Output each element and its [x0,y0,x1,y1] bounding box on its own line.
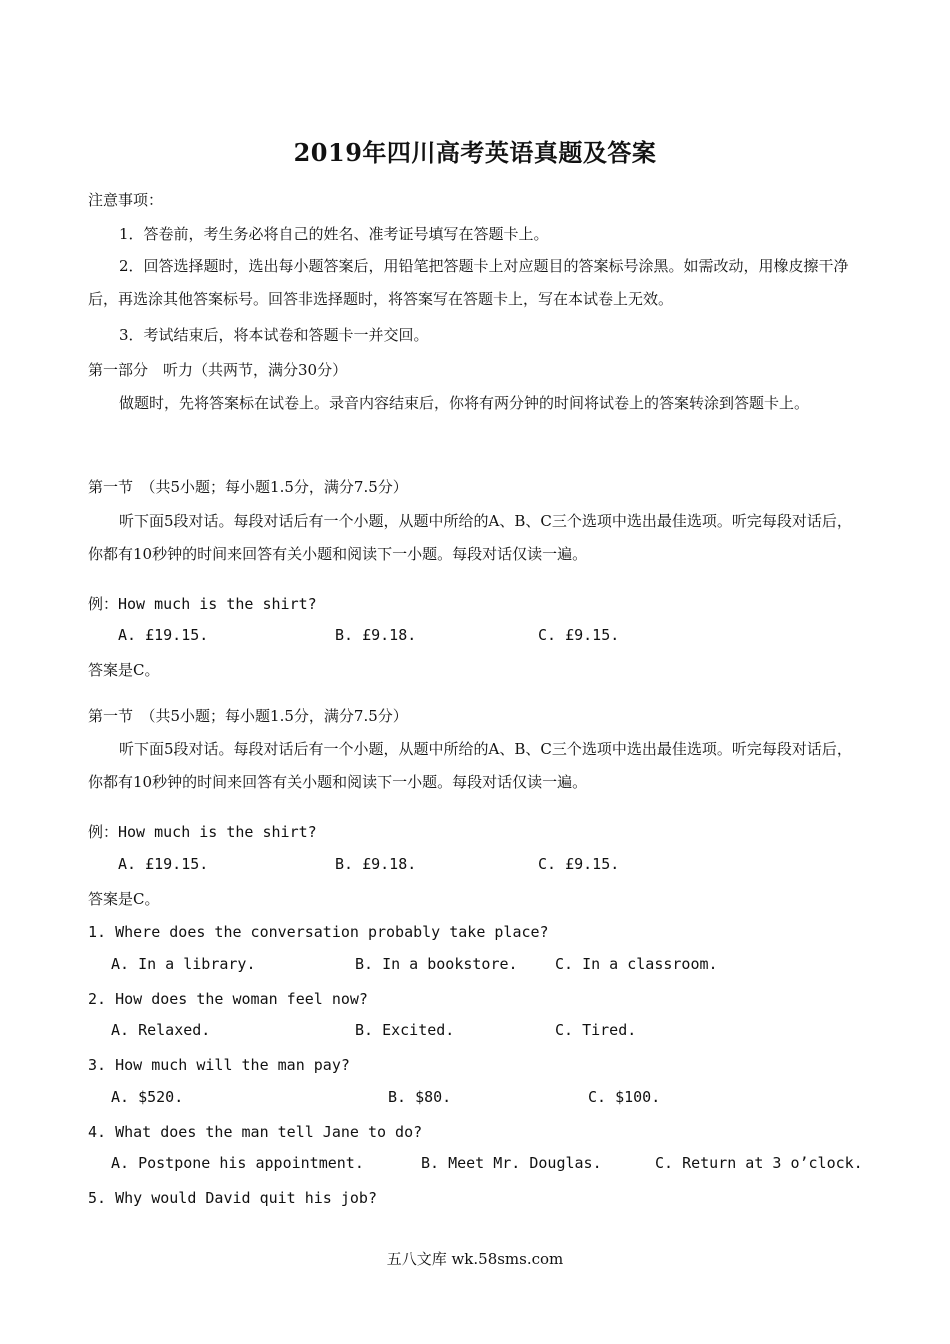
page-title: 2019年四川高考英语真题及答案 [293,138,657,167]
notice-item-2: 2．回答选择题时，选出每小题答案后，用铅笔把答题卡上对应题目的答案标号涂黑。如需改动，用橡皮擦干净后，再选涂其他答案标号。回答非选择题时，将答案写在答题卡上，写在本试卷上无效。 [88,257,849,308]
question-1-option-c: C. In a classroom. [555,955,718,973]
question-3-option-c: C. $100. [588,1088,661,1106]
section-a-answer: 答案是C。 [88,661,160,679]
question-1-option-a: A. In a library. [111,955,256,973]
notice-item-1: 1．答卷前，考生务必将自己的姓名、准考证号填写在答题卡上。 [119,225,549,243]
question-4-option-a: A. Postpone his appointment. [111,1154,364,1172]
question-5: 5. Why would David quit his job? [88,1189,377,1207]
section-b-instruction: 听下面5段对话。每段对话后有一个小题，从题中所给的A、B、C三个选项中选出最佳选项。听完每段对话后，你都有10秒钟的时间来回答有关小题和阅读下一小题。每段对话仅读一遍。 [88,740,852,791]
part1-heading: 第一部分 听力（共两节，满分30分） [88,361,348,379]
question-2: 2. How does the woman feel now? [88,990,368,1008]
section-a-example: 例：How much is the shirt? [88,595,317,613]
section-a-heading: 第一节 （共5小题；每小题1.5分，满分7.5分） [88,478,408,496]
question-3-option-b: B. $80. [388,1088,452,1106]
question-3: 3. How much will the man pay? [88,1056,350,1074]
section-b-heading: 第一节 （共5小题；每小题1.5分，满分7.5分） [88,707,408,725]
question-2-option-c: C. Tired. [555,1021,637,1039]
question-4-option-b: B. Meet Mr. Douglas. [421,1154,602,1172]
question-1-option-b: B. In a bookstore. [355,955,518,973]
section-b-option-c: C. £9.15. [538,855,620,873]
notice-heading: 注意事项： [88,191,164,209]
section-b-answer: 答案是C。 [88,890,160,908]
section-b-example: 例：How much is the shirt? [88,823,317,841]
part1-instruction: 做题时，先将答案标在试卷上。录音内容结束后，你将有两分钟的时间将试卷上的答案转涂到答题卡上。 [119,394,810,412]
section-a-option-c: C. £9.15. [538,626,620,644]
section-a-option-a: A. £19.15. [118,626,209,644]
section-a-instruction: 听下面5段对话。每段对话后有一个小题，从题中所给的A、B、C三个选项中选出最佳选项。听完每段对话后，你都有10秒钟的时间来回答有关小题和阅读下一小题。每段对话仅读一遍。 [88,512,852,563]
section-a-option-b: B. £9.18. [335,626,417,644]
question-3-option-a: A. $520. [111,1088,184,1106]
question-4-option-c: C. Return at 3 o’clock. [655,1154,863,1172]
page-footer: 五八文库 wk.58sms.com [386,1250,564,1268]
section-b-option-b: B. £9.18. [335,855,417,873]
notice-item-3: 3．考试结束后，将本试卷和答题卡一并交回。 [119,326,429,344]
question-2-option-a: A. Relaxed. [111,1021,211,1039]
question-1: 1. Where does the conversation probably take place? [88,923,549,941]
section-b-option-a: A. £19.15. [118,855,209,873]
question-2-option-b: B. Excited. [355,1021,455,1039]
question-4: 4. What does the man tell Jane to do? [88,1123,423,1141]
